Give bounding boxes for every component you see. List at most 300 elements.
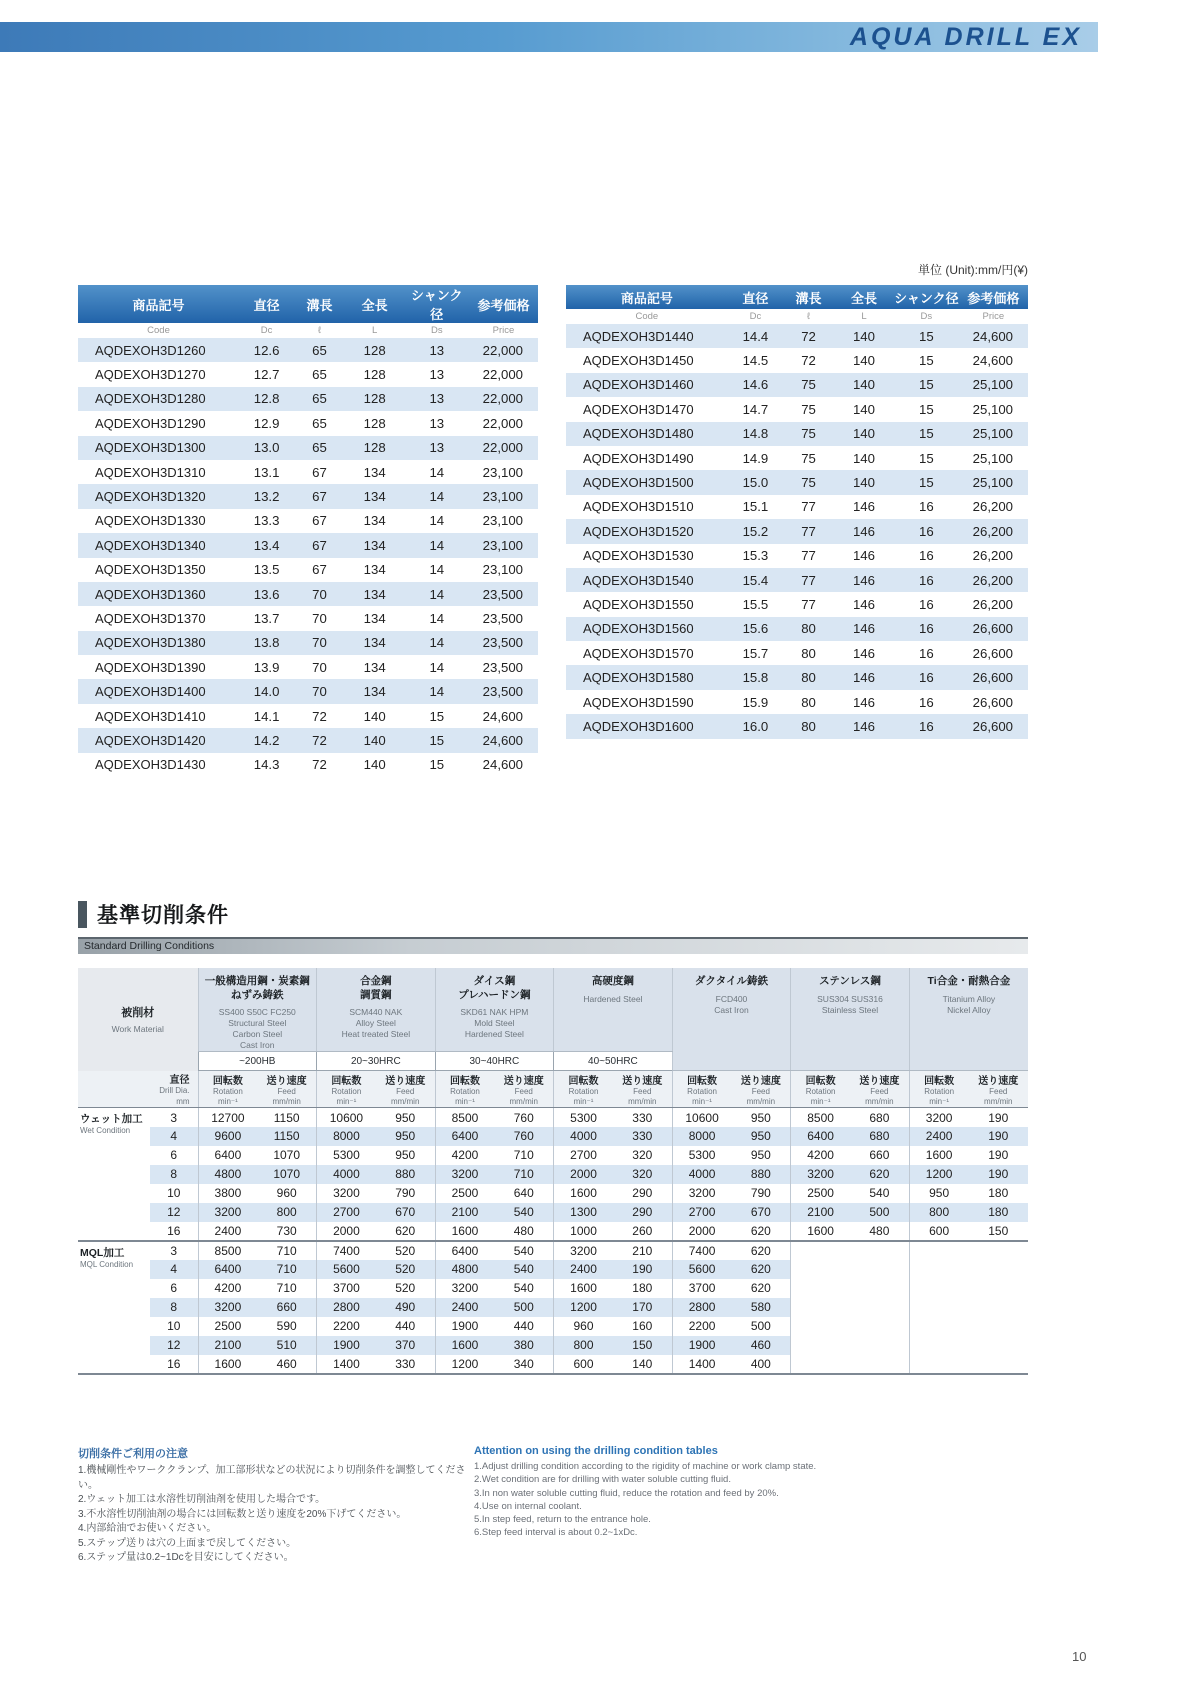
flute-length-cell: 75 — [801, 450, 816, 466]
rotation-value-cell — [791, 1260, 850, 1279]
rotation-value-cell: 1900 — [451, 1319, 479, 1334]
overall-length-cell: 146 — [852, 548, 875, 564]
flute-length-cell: 70 — [294, 631, 345, 655]
shank-dia-cell: 14 — [429, 659, 445, 675]
diameter-cell: 14.7 — [742, 401, 769, 417]
material-header: 高硬度鋼 Hardened Steel — [554, 968, 673, 1052]
overall-length-cell: 146 — [834, 714, 894, 738]
rotation-value-cell: 2200 — [688, 1319, 716, 1334]
rotation-subheader: 回転数 Rotation min⁻¹ — [435, 1071, 494, 1108]
overall-length-cell: 140 — [852, 450, 875, 466]
overall-length-cell: 140 — [852, 401, 875, 417]
code-cell: AQDEXOH3D1430 — [95, 757, 206, 773]
feed-value-cell — [850, 1355, 909, 1374]
rotation-value-cell: 3200 — [333, 1186, 360, 1201]
drill-dia-cell: 8 — [150, 1165, 198, 1184]
note-item: 6.Step feed interval is about 0.2~1xDc. — [474, 1527, 638, 1539]
flute-length-cell: 77 — [783, 568, 834, 592]
price-cell: 25,100 — [972, 401, 1013, 417]
feed-value-cell — [969, 1241, 1028, 1260]
code-cell: AQDEXOH3D1570 — [583, 645, 694, 661]
rotation-value-cell — [791, 1336, 850, 1355]
overall-length-cell: 134 — [345, 533, 405, 557]
price-cell: 23,100 — [469, 533, 538, 557]
diameter-cell: 13.6 — [239, 582, 294, 606]
feed-value-cell: 440 — [494, 1317, 553, 1336]
feed-value-cell: 500 — [494, 1298, 553, 1317]
feed-subheader: 送り速度 Feed mm/min — [376, 1071, 435, 1108]
price-cell: 22,000 — [469, 387, 538, 411]
feed-value-cell: 290 — [613, 1184, 672, 1203]
rotation-value-cell: 1300 — [554, 1203, 613, 1222]
rotation-value-cell — [909, 1355, 968, 1374]
price-cell: 23,500 — [469, 582, 538, 606]
price-cell: 25,100 — [959, 373, 1028, 397]
condition-row — [78, 1355, 1028, 1374]
price-cell: 25,100 — [959, 470, 1028, 494]
product-row — [566, 690, 1028, 714]
overall-length-cell: 134 — [345, 631, 405, 655]
rotation-value-cell: 1600 — [807, 1223, 834, 1238]
price-cell: 22,000 — [469, 436, 538, 460]
rotation-subheader: 回転数 Rotation min⁻¹ — [554, 1071, 613, 1108]
rotation-value-cell: 2700 — [672, 1203, 731, 1222]
rotation-value-cell: 800 — [554, 1336, 613, 1355]
product-row — [566, 348, 1028, 372]
code-cell: AQDEXOH3D1290 — [95, 415, 206, 431]
drill-dia-cell: 16 — [150, 1222, 198, 1241]
flute-length-cell: 72 — [801, 353, 816, 369]
condition-row — [78, 1298, 1028, 1317]
rotation-value-cell: 8000 — [672, 1127, 731, 1146]
material-header: ダイス鋼 プレハードン鋼 SKD61 NAK HPM Mold Steel Hardened Steel — [435, 968, 554, 1052]
material-header: 一般構造用鋼・炭素鋼 ねずみ鋳鉄 SS400 S50C FC250 Structural Steel Carbon Steel Cast Iron — [198, 968, 317, 1052]
feed-value-cell: 320 — [613, 1165, 672, 1184]
shank-dia-cell: 13 — [405, 387, 469, 411]
feed-value-cell: 660 — [850, 1146, 909, 1165]
feed-value-cell: 760 — [494, 1108, 553, 1127]
shank-dia-cell: 16 — [919, 694, 934, 710]
shank-dia-cell: 14 — [429, 562, 445, 578]
feed-value-cell: 800 — [257, 1203, 316, 1222]
overall-length-cell: 128 — [345, 338, 405, 362]
code-cell: AQDEXOH3D1530 — [583, 548, 694, 564]
feed-value-cell: 190 — [613, 1260, 672, 1279]
diameter-cell: 13.5 — [253, 562, 280, 578]
condition-row — [78, 1260, 1028, 1279]
feed-subheader: 送り速度 Feed mm/min — [731, 1071, 790, 1108]
feed-value-cell: 620 — [731, 1279, 790, 1298]
unit-note: 単位 (Unit):mm/円(¥) — [918, 263, 1028, 277]
overall-length-cell: 146 — [834, 568, 894, 592]
note-item: 3.In non water soluble cutting fluid, reduce the rotation and feed by 20%. — [474, 1487, 779, 1499]
feed-value-cell: 180 — [969, 1203, 1028, 1222]
drill-dia-cell: 6 — [150, 1279, 198, 1298]
feed-value-cell: 950 — [731, 1127, 790, 1146]
rotation-subheader: 回転数 Rotation min⁻¹ — [909, 1071, 968, 1108]
product-row — [566, 641, 1028, 665]
product-row — [78, 558, 538, 582]
note-item: 6.ステップ量は0.2~1Dcを目安にしてください。 — [78, 1552, 294, 1563]
shank-dia-cell: 16 — [919, 596, 934, 612]
product-row — [566, 568, 1028, 592]
rotation-value-cell — [909, 1298, 968, 1317]
feed-value-cell: 790 — [731, 1184, 790, 1203]
rotation-value-cell: 2400 — [435, 1298, 494, 1317]
flute-length-cell: 70 — [294, 679, 345, 703]
rotation-subheader: 回転数 Rotation min⁻¹ — [198, 1071, 257, 1108]
shank-dia-cell: 14 — [429, 610, 445, 626]
flute-length-cell: 70 — [294, 582, 345, 606]
feed-subheader: 送り速度 Feed mm/min — [613, 1071, 672, 1108]
feed-subheader: 送り速度 Feed mm/min — [494, 1071, 553, 1108]
diameter-cell: 14.9 — [742, 450, 769, 466]
rotation-value-cell: 2000 — [688, 1223, 716, 1238]
feed-value-cell — [850, 1336, 909, 1355]
note-item: 5.In step feed, return to the entrance hole. — [474, 1514, 651, 1526]
code-cell: AQDEXOH3D1390 — [95, 659, 206, 675]
feed-value-cell: 670 — [731, 1203, 790, 1222]
diameter-cell: 13.4 — [239, 533, 294, 557]
overall-length-cell: 140 — [834, 470, 894, 494]
product-header-row — [78, 285, 538, 323]
product-row — [566, 519, 1028, 543]
material-header: ステンレス鋼 SUS304 SUS316 Stainless Steel — [791, 968, 910, 1071]
rotation-value-cell: 3200 — [554, 1241, 613, 1260]
feed-value-cell: 180 — [613, 1279, 672, 1298]
shank-dia-cell: 16 — [894, 617, 959, 641]
rotation-value-cell: 1000 — [570, 1223, 597, 1238]
rotation-value-cell: 10600 — [685, 1110, 719, 1125]
diameter-cell: 15.7 — [742, 645, 769, 661]
rotation-value-cell: 4800 — [198, 1165, 257, 1184]
feed-value-cell — [850, 1260, 909, 1279]
feed-value-cell: 640 — [494, 1184, 553, 1203]
feed-value-cell: 330 — [376, 1355, 435, 1374]
rotation-value-cell: 2700 — [317, 1203, 376, 1222]
material-header: ダクタイル鋳鉄 FCD400 Cast Iron — [672, 968, 791, 1071]
feed-value-cell: 500 — [731, 1317, 790, 1336]
shank-dia-cell: 14 — [405, 679, 469, 703]
drill-dia-cell: 8 — [150, 1298, 198, 1317]
rotation-value-cell: 6400 — [435, 1241, 494, 1260]
overall-length-cell: 128 — [345, 436, 405, 460]
shank-dia-cell: 15 — [894, 324, 959, 348]
section-title — [78, 899, 229, 929]
column-header: 溝長 — [294, 285, 345, 323]
shank-dia-cell: 15 — [919, 450, 934, 466]
diameter-cell: 16.0 — [728, 714, 783, 738]
product-table-left — [78, 285, 538, 777]
diameter-cell: 14.4 — [728, 324, 783, 348]
shank-dia-cell: 13 — [429, 367, 445, 383]
product-header-row — [566, 285, 1028, 309]
feed-value-cell: 540 — [850, 1184, 909, 1203]
work-material-header: 被削材 Work Material — [78, 968, 198, 1071]
flute-length-cell: 80 — [783, 714, 834, 738]
feed-subheader: 送り速度 Feed mm/min — [850, 1071, 909, 1108]
rotation-value-cell — [909, 1317, 968, 1336]
code-cell: AQDEXOH3D1280 — [78, 387, 239, 411]
flute-length-cell: 65 — [294, 338, 345, 362]
feed-value-cell: 1070 — [257, 1146, 316, 1165]
condition-row — [78, 1108, 1028, 1127]
flute-length-cell: 80 — [783, 665, 834, 689]
material-header-row — [78, 968, 1028, 1052]
hardness-cell: 30~40HRC — [435, 1052, 554, 1071]
condition-row — [78, 1279, 1028, 1298]
product-row — [78, 411, 538, 435]
column-subheader: ℓ — [317, 325, 322, 336]
diameter-cell: 13.8 — [239, 631, 294, 655]
rotation-value-cell — [791, 1241, 850, 1260]
rotation-value-cell: 3200 — [198, 1298, 257, 1317]
product-row — [78, 753, 538, 777]
feed-value-cell: 320 — [613, 1146, 672, 1165]
diameter-cell: 14.6 — [728, 373, 783, 397]
flute-length-cell: 67 — [294, 484, 345, 508]
note-item: 4.内部給油でお使いください。 — [78, 1523, 217, 1534]
drill-dia-subheader: 直径 Drill Dia. mm — [78, 1071, 198, 1108]
product-subheader-row — [566, 309, 1028, 324]
column-header: 商品記号 — [566, 285, 728, 309]
hardness-cell: ~200HB — [198, 1052, 317, 1071]
feed-value-cell: 290 — [613, 1203, 672, 1222]
price-cell: 26,600 — [959, 665, 1028, 689]
feed-subheader: 送り速度 Feed mm/min — [257, 1071, 316, 1108]
feed-value-cell: 330 — [613, 1127, 672, 1146]
note-item: 2.ウェット加工は水溶性切削油剤を使用した場合です。 — [78, 1494, 326, 1505]
diameter-cell: 14.0 — [239, 679, 294, 703]
rotation-value-cell — [791, 1317, 850, 1336]
shank-dia-cell: 14 — [405, 582, 469, 606]
feed-value-cell: 710 — [494, 1146, 553, 1165]
rotation-value-cell: 9600 — [198, 1127, 257, 1146]
note-item: 2.Wet condition are for drilling with water soluble cutting fluid. — [474, 1474, 731, 1486]
shank-dia-cell: 16 — [894, 665, 959, 689]
feed-value-cell: 590 — [257, 1317, 316, 1336]
rotation-value-cell: 5600 — [317, 1260, 376, 1279]
feed-value-cell: 260 — [613, 1222, 672, 1241]
rotation-value-cell: 1600 — [925, 1148, 953, 1163]
flute-length-cell: 75 — [783, 422, 834, 446]
overall-length-cell: 140 — [852, 353, 875, 369]
rotation-value-cell: 4000 — [672, 1165, 731, 1184]
product-row — [566, 592, 1028, 616]
rotation-value-cell: 2100 — [435, 1203, 494, 1222]
overall-length-cell: 146 — [852, 596, 875, 612]
code-cell: AQDEXOH3D1420 — [78, 728, 239, 752]
rotation-value-cell: 3200 — [791, 1165, 850, 1184]
feed-value-cell: 710 — [257, 1241, 316, 1260]
feed-value-cell: 950 — [376, 1108, 435, 1127]
note-item: 5.ステップ送りは穴の上面まで戻してください。 — [78, 1537, 297, 1549]
rotation-value-cell: 4000 — [554, 1127, 613, 1146]
flute-length-cell: 77 — [801, 596, 816, 612]
price-cell: 26,600 — [959, 617, 1028, 641]
diameter-cell: 14.3 — [253, 757, 280, 773]
header-bar — [0, 22, 1098, 52]
code-cell: AQDEXOH3D1440 — [566, 324, 728, 348]
feed-value-cell: 760 — [494, 1127, 553, 1146]
shank-dia-cell: 15 — [405, 728, 469, 752]
overall-length-cell: 140 — [834, 324, 894, 348]
feed-value-cell — [850, 1298, 909, 1317]
code-cell: AQDEXOH3D1510 — [583, 499, 694, 515]
rotation-value-cell: 2200 — [333, 1319, 360, 1334]
feed-value-cell — [969, 1317, 1028, 1336]
rotation-value-cell: 6400 — [198, 1260, 257, 1279]
feed-value-cell: 540 — [494, 1203, 553, 1222]
condition-row — [78, 1127, 1028, 1146]
rotation-value-cell: 4000 — [317, 1165, 376, 1184]
feed-value-cell: 540 — [494, 1241, 553, 1260]
overall-length-cell: 146 — [834, 665, 894, 689]
rotation-value-cell — [791, 1355, 850, 1374]
drill-dia-cell: 3 — [150, 1241, 198, 1260]
code-cell: AQDEXOH3D1330 — [95, 513, 206, 529]
feed-value-cell — [969, 1336, 1028, 1355]
condition-row — [78, 1146, 1028, 1165]
condition-row — [78, 1184, 1028, 1203]
product-row — [566, 373, 1028, 397]
shank-dia-cell: 14 — [429, 513, 445, 529]
feed-value-cell: 670 — [376, 1203, 435, 1222]
feed-value-cell: 510 — [257, 1336, 316, 1355]
brand-title: AQUA DRILL EX — [849, 23, 1082, 51]
shank-dia-cell: 16 — [919, 499, 934, 515]
shank-dia-cell: 16 — [894, 568, 959, 592]
feed-value-cell: 680 — [850, 1108, 909, 1127]
code-cell: AQDEXOH3D1310 — [95, 464, 206, 480]
product-table-right — [566, 285, 1028, 739]
rotation-subheader: 回転数 Rotation min⁻¹ — [791, 1071, 850, 1108]
notes-english — [474, 1445, 904, 1540]
condition-row — [78, 1317, 1028, 1336]
price-cell: 23,500 — [482, 659, 523, 675]
flute-length-cell: 80 — [783, 617, 834, 641]
rotation-value-cell: 6400 — [435, 1127, 494, 1146]
feed-value-cell: 620 — [731, 1222, 790, 1241]
price-cell: 26,600 — [959, 714, 1028, 738]
shank-dia-cell: 15 — [429, 757, 445, 773]
notes-jp-items — [78, 1464, 473, 1566]
code-cell: AQDEXOH3D1320 — [78, 484, 239, 508]
overall-length-cell: 146 — [852, 499, 875, 515]
feed-value-cell: 480 — [494, 1222, 553, 1241]
column-subheader: Price — [492, 325, 515, 336]
price-cell: 26,600 — [972, 694, 1013, 710]
shank-dia-cell: 13 — [405, 436, 469, 460]
column-header: 直径 — [728, 285, 783, 309]
diameter-cell: 14.8 — [728, 422, 783, 446]
flute-length-cell: 67 — [312, 464, 327, 480]
rotation-value-cell: 8000 — [317, 1127, 376, 1146]
overall-length-cell: 140 — [363, 757, 386, 773]
feed-value-cell: 620 — [376, 1222, 435, 1241]
feed-value-cell: 1150 — [257, 1127, 316, 1146]
notes-en-title: Attention on using the drilling condition tables — [474, 1445, 718, 1457]
feed-value-cell — [969, 1260, 1028, 1279]
rotation-value-cell: 3200 — [451, 1281, 479, 1296]
rotation-value-cell — [909, 1279, 968, 1298]
price-cell: 24,600 — [469, 728, 538, 752]
rotation-value-cell: 1900 — [317, 1336, 376, 1355]
rotation-value-cell: 2500 — [807, 1186, 834, 1201]
feed-value-cell: 500 — [850, 1203, 909, 1222]
diameter-cell: 13.3 — [253, 513, 280, 529]
feed-value-cell: 170 — [613, 1298, 672, 1317]
overall-length-cell: 134 — [363, 464, 386, 480]
rotation-value-cell: 1900 — [672, 1336, 731, 1355]
code-cell: AQDEXOH3D1400 — [78, 679, 239, 703]
overall-length-cell: 128 — [363, 367, 386, 383]
feed-value-cell: 190 — [969, 1127, 1028, 1146]
price-cell: 25,100 — [972, 450, 1013, 466]
feed-value-cell: 150 — [613, 1336, 672, 1355]
code-cell: AQDEXOH3D1490 — [583, 450, 694, 466]
feed-value-cell: 620 — [850, 1165, 909, 1184]
price-cell: 23,100 — [482, 513, 523, 529]
overall-length-cell: 140 — [345, 728, 405, 752]
condition-row — [78, 1165, 1028, 1184]
diameter-cell: 14.2 — [239, 728, 294, 752]
price-cell: 24,600 — [959, 324, 1028, 348]
column-subheader: L — [861, 311, 867, 322]
feed-value-cell: 440 — [376, 1317, 435, 1336]
code-cell: AQDEXOH3D1340 — [78, 533, 239, 557]
flute-length-cell: 77 — [801, 548, 816, 564]
rotation-value-cell: 1600 — [214, 1356, 242, 1371]
feed-value-cell: 190 — [988, 1110, 1009, 1125]
feed-value-cell: 950 — [731, 1146, 790, 1165]
rotation-value-cell: 1400 — [688, 1356, 716, 1371]
product-row — [78, 484, 538, 508]
rotation-value-cell: 3700 — [688, 1281, 716, 1296]
feed-value-cell: 380 — [494, 1336, 553, 1355]
overall-length-cell: 134 — [363, 562, 386, 578]
column-subheader: Ds — [920, 311, 933, 322]
product-row — [78, 631, 538, 655]
code-cell: AQDEXOH3D1540 — [566, 568, 728, 592]
shank-dia-cell: 13 — [429, 415, 445, 431]
feed-value-cell: 160 — [613, 1317, 672, 1336]
shank-dia-cell: 15 — [894, 373, 959, 397]
rotation-value-cell: 1400 — [333, 1356, 360, 1371]
diameter-cell: 15.9 — [742, 694, 769, 710]
flute-length-cell: 77 — [783, 519, 834, 543]
rotation-value-cell: 2500 — [451, 1186, 479, 1201]
notes-japanese — [78, 1445, 473, 1566]
flute-length-cell: 77 — [801, 499, 816, 515]
flute-length-cell: 70 — [312, 610, 327, 626]
rotation-value-cell — [791, 1298, 850, 1317]
code-cell: AQDEXOH3D1360 — [78, 582, 239, 606]
condition-row — [78, 1203, 1028, 1222]
drill-dia-cell: 12 — [150, 1336, 198, 1355]
flute-length-cell: 80 — [801, 694, 816, 710]
feed-value-cell: 1070 — [257, 1165, 316, 1184]
product-row — [566, 495, 1028, 519]
feed-value-cell — [969, 1355, 1028, 1374]
shank-dia-cell: 16 — [919, 548, 934, 564]
column-subheader: Price — [982, 311, 1005, 322]
column-header: 参考価格 — [469, 285, 538, 323]
shank-dia-cell: 14 — [429, 464, 445, 480]
product-row — [78, 582, 538, 606]
price-cell: 26,200 — [959, 568, 1028, 592]
column-subheader: Code — [147, 325, 170, 336]
